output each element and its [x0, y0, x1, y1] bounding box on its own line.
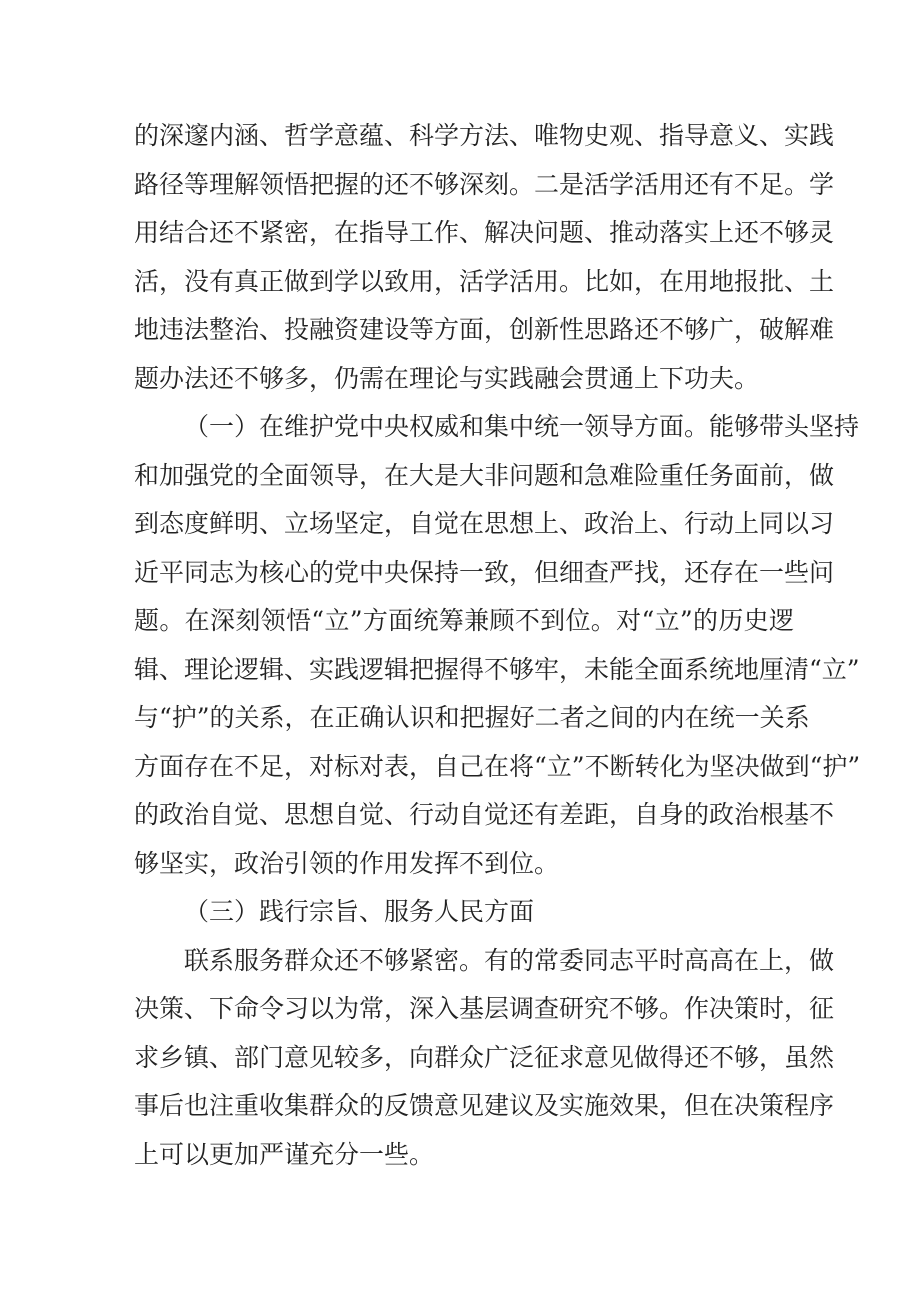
text-line: 辑、理论逻辑、实践逻辑把握得不够牢，未能全面系统地厘清“立”	[134, 654, 860, 684]
paragraph	[134, 112, 835, 403]
text-line: 题办法还不够多，仍需在理论与实践融会贯通上下功夫。	[134, 363, 760, 393]
text-line: 活，没有真正做到学以致用，活学活用。比如，在用地报批、土	[134, 266, 835, 296]
paragraph	[134, 403, 861, 888]
text-line: 方面存在不足，对标对表，自己在将“立”不断转化为坚决做到“护”	[134, 751, 861, 781]
text-line: （三）践行宗旨、服务人民方面	[184, 897, 535, 926]
text-line: 的深邃内涵、哲学意蕴、科学方法、唯物史观、指导意义、实践	[134, 121, 835, 150]
text-line: 题。在深刻领悟“立”方面统筹兼顾不到位。对“立”的历史逻	[134, 606, 794, 635]
text-line: 路径等理解领悟把握的还不够深刻。二是活学活用还有不足。学	[134, 169, 835, 199]
text-line: 近平同志为核心的党中央保持一致，但细查严找，还存在一些问	[134, 557, 835, 587]
text-line: 用结合还不紧密，在指导工作、解决问题、推动落实上还不够灵	[134, 218, 835, 247]
document-body	[134, 112, 861, 1179]
text-line: 和加强党的全面领导，在大是大非问题和急难险重任务面前，做	[134, 460, 835, 490]
text-line: 求乡镇、部门意见较多，向群众广泛征求意见做得还不够，虽然	[134, 1042, 835, 1072]
text-line: 联系服务群众还不够紧密。有的常委同志平时高高在上，做	[184, 945, 835, 975]
text-line: （一）在维护党中央权威和集中统一领导方面。能够带头坚持	[184, 412, 860, 441]
text-line: 到态度鲜明、立场坚定，自觉在思想上、政治上、行动上同以习	[134, 509, 835, 538]
text-line: 决策、下命令习以为常，深入基层调查研究不够。作决策时，征	[134, 994, 835, 1023]
text-line: 事后也注重收集群众的反馈意见建议及实施效果，但在决策程序	[134, 1091, 835, 1120]
text-line: 上可以更加严谨充分一些。	[134, 1139, 435, 1169]
text-line: 地违法整治、投融资建设等方面，创新性思路还不够广，破解难	[134, 315, 835, 344]
text-line: 与“护”的关系，在正确认识和把握好二者之间的内在统一关系	[134, 703, 810, 732]
text-line: 够坚实，政治引领的作用发挥不到位。	[134, 848, 560, 878]
paragraph	[134, 937, 835, 1180]
text-line: 的政治自觉、思想自觉、行动自觉还有差距，自身的政治根基不	[134, 800, 835, 829]
paragraph	[134, 888, 794, 937]
